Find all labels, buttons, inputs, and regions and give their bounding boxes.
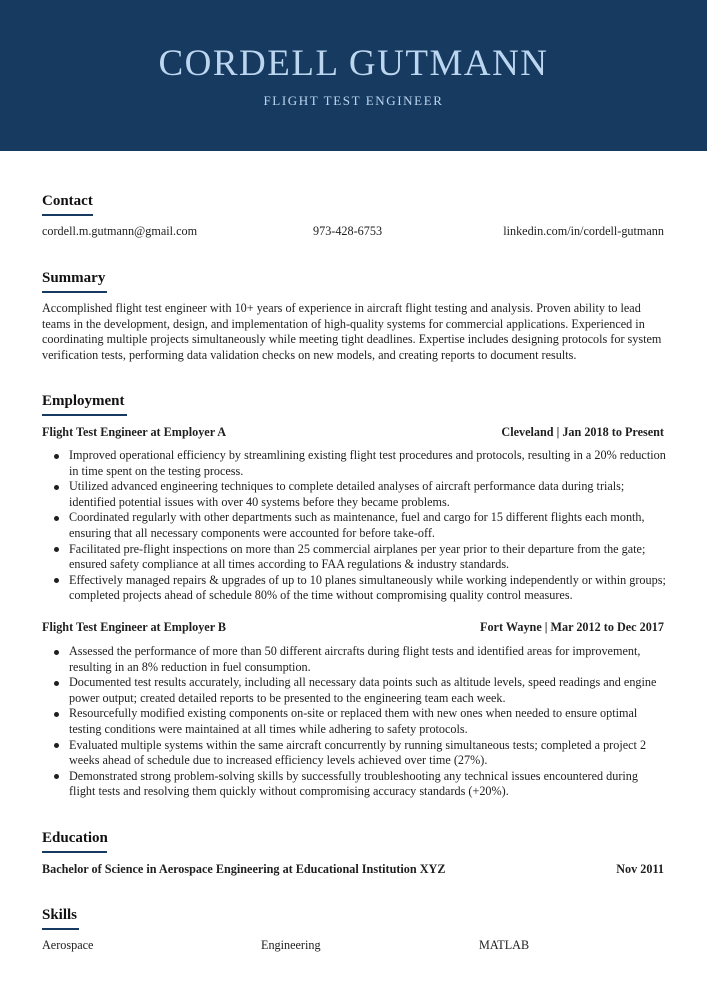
bullet-item: Documented test results accurately, including all necessary data points such as altitude levels, speed readings and engine power output; created detailed reports to be presented to the engineering team each week. [42, 675, 666, 706]
bullet-item: Utilized advanced engineering techniques to complete detailed analyses of aircraft performance data during trials; identified potential issues with over 40 systems before they became problems. [42, 479, 666, 510]
summary-rule [42, 291, 107, 293]
employment-rule [42, 414, 127, 416]
job-bullets [42, 448, 666, 604]
skills-rule [42, 928, 79, 930]
bullet-item: Coordinated regularly with other departments such as maintenance, fuel and cargo for 15 different flights each month, ensuring that all necessary components were accounted for before take-off. [42, 510, 666, 541]
contact-heading: Contact [42, 193, 93, 209]
bullet-item: Facilitated pre-flight inspections on more than 25 commercial airplanes per year prior to their departure from the gate; ensured safety compliance at all times according to FAA regulations & industry standards. [42, 542, 666, 573]
job-title: Flight Test Engineer at Employer B [42, 620, 227, 634]
contact-rule [42, 214, 93, 216]
bullet-item: Demonstrated strong problem-solving skills by successfully troubleshooting any technical issues encountered during flight tests and resolving them quickly without compromising accuracy standards (+20%). [42, 769, 666, 800]
job-meta: Cleveland | Jan 2018 to Present [501, 425, 664, 439]
contact-linkedin[interactable]: linkedin.com/in/cordell-gutmann [503, 224, 664, 238]
skills-heading: Skills [42, 907, 78, 923]
contact-phone[interactable]: 973-428-6753 [313, 224, 383, 238]
job-meta: Fort Wayne | Mar 2012 to Dec 2017 [480, 620, 664, 634]
education-rule [42, 851, 107, 853]
contact-email[interactable]: cordell.m.gutmann@gmail.com [42, 224, 198, 238]
candidate-title: FLIGHT TEST ENGINEER [263, 93, 444, 108]
skill-item: Engineering [261, 938, 321, 952]
candidate-name: CORDELL GUTMANN [158, 43, 549, 84]
summary-heading: Summary [42, 270, 106, 286]
bullet-item: Improved operational efficiency by streamlining existing flight test procedures and protocols, resulting in a 20% reduction in time spent on the testing process. [42, 448, 666, 479]
summary-text: Accomplished flight test engineer with 10+ years of experience in aircraft flight testing and analysis. Proven ability to lead teams in the development, design, and implementation of high-quality systems for commercial applications. Experienced in coordinating multiple projects simultaneously while meeting tight deadlines. Expertise includes designing protocols for system verification tests, performing data validation checks on new models, and creating reports to document results. [42, 301, 662, 362]
skill-item: MATLAB [479, 938, 530, 952]
bullet-item: Assessed the performance of more than 50 different aircrafts during flight tests and identified areas for improvement, resulting in an 8% reduction in fuel consumption. [42, 644, 666, 675]
bullet-item: Effectively managed repairs & upgrades of up to 10 planes simultaneously while working independently or within groups; completed projects ahead of schedule 80% of the time without compromising quality control measures. [42, 573, 666, 604]
resume-header [0, 0, 707, 151]
bullet-item: Evaluated multiple systems within the same aircraft concurrently by running simultaneous tests; completed a project 2 weeks ahead of schedule due to increased efficiency levels achieved over time (27%). [42, 738, 666, 769]
education-degree: Bachelor of Science in Aerospace Engineering at Educational Institution XYZ [42, 862, 446, 876]
bullet-item: Resourcefully modified existing components on-site or replaced them with new ones when needed to ensure optimal testing conditions were maintained at all times while adhering to safety protocols. [42, 706, 666, 737]
job-title: Flight Test Engineer at Employer A [42, 425, 227, 439]
skill-item: Aerospace [42, 938, 94, 952]
employment-heading: Employment [42, 393, 125, 409]
job-bullets [42, 644, 666, 800]
education-heading: Education [42, 830, 108, 846]
education-date: Nov 2011 [616, 862, 664, 876]
